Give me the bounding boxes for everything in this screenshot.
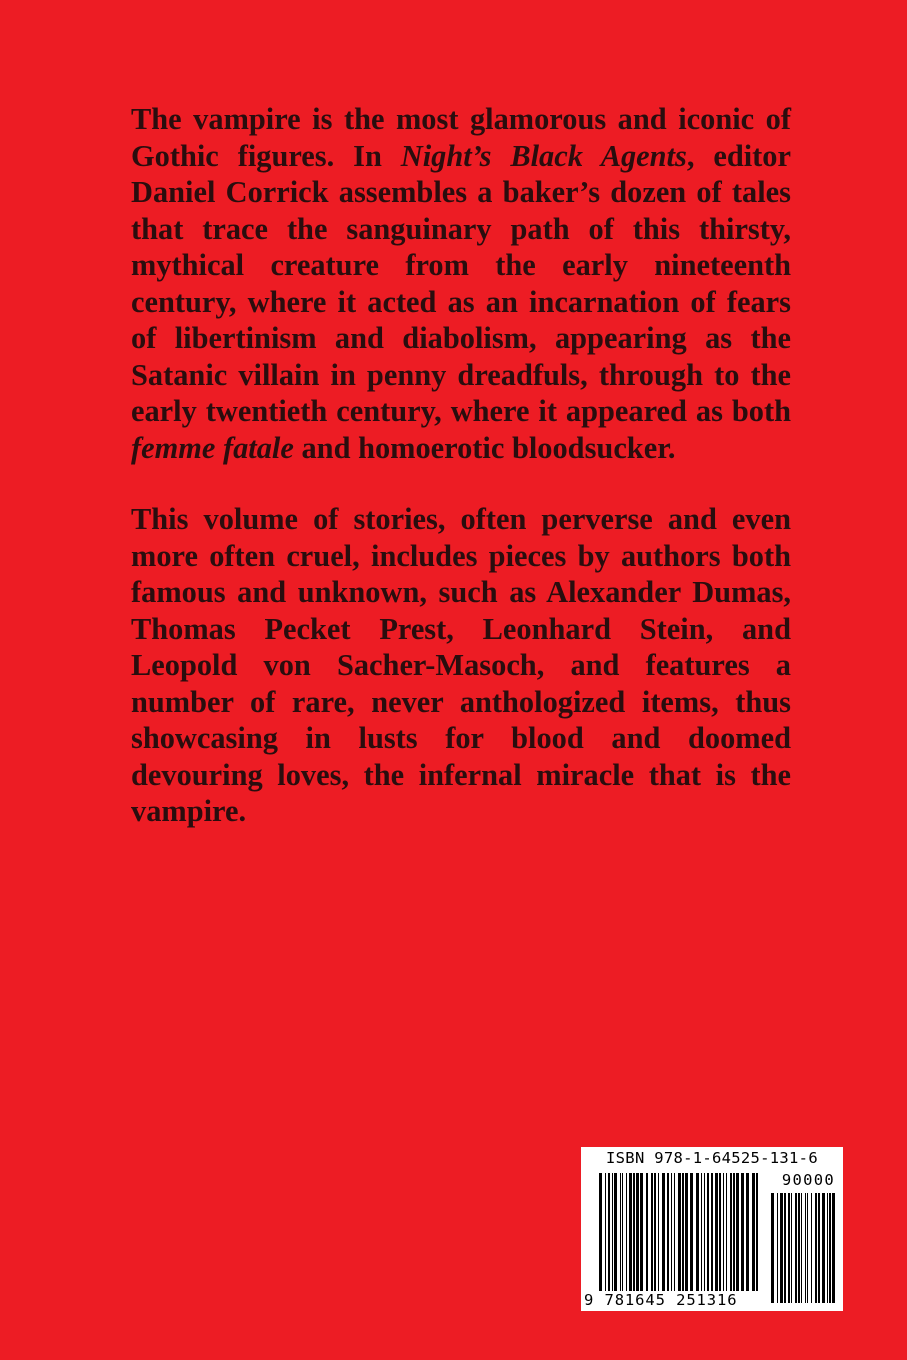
barcode-bars	[599, 1173, 761, 1291]
femme-fatale-term: femme fatale	[131, 430, 294, 465]
barcode-digits: 9 781645 251316	[584, 1291, 738, 1309]
blurb-p1-part-b: , editor Daniel Corrick assembles a baker’s dozen of tales that trace the sanguinary path of this thirsty, mythical creature from the early nineteenth century, where it acted as an incarnation of fears of libertinism and diabolism, appearing as the Satanic villain in penny dreadfuls, through to the early twentieth century, where it appeared as both	[131, 138, 791, 428]
isbn-label: ISBN 978-1-64525-131-6	[606, 1149, 818, 1167]
blurb-paragraph-2: This volume of stories, often perverse and even more often cruel, includes pieces by authors both famous and unknown, such as Alexander Dumas, Thomas Pecket Prest, Leonhard Stein, and Leopold von Sacher-Masoch, and features a number of rare, never anthologized items, thus showcasing in lusts for blood and doomed devouring loves, the infernal miracle that is the vampire.	[131, 502, 791, 828]
blurb-p1-part-a: The vampire is the most glamorous and iconic of Gothic figures. In	[131, 102, 791, 173]
book-title: Night’s Black Agents	[400, 138, 687, 173]
isbn-barcode	[581, 1147, 843, 1311]
blurb-paragraph-1	[131, 101, 791, 466]
blurb-p1-part-c: and homoerotic bloodsucker.	[293, 430, 676, 465]
addon-barcode-bars	[771, 1193, 835, 1303]
blurb-text	[131, 101, 791, 830]
price-code: 90000	[781, 1171, 835, 1189]
